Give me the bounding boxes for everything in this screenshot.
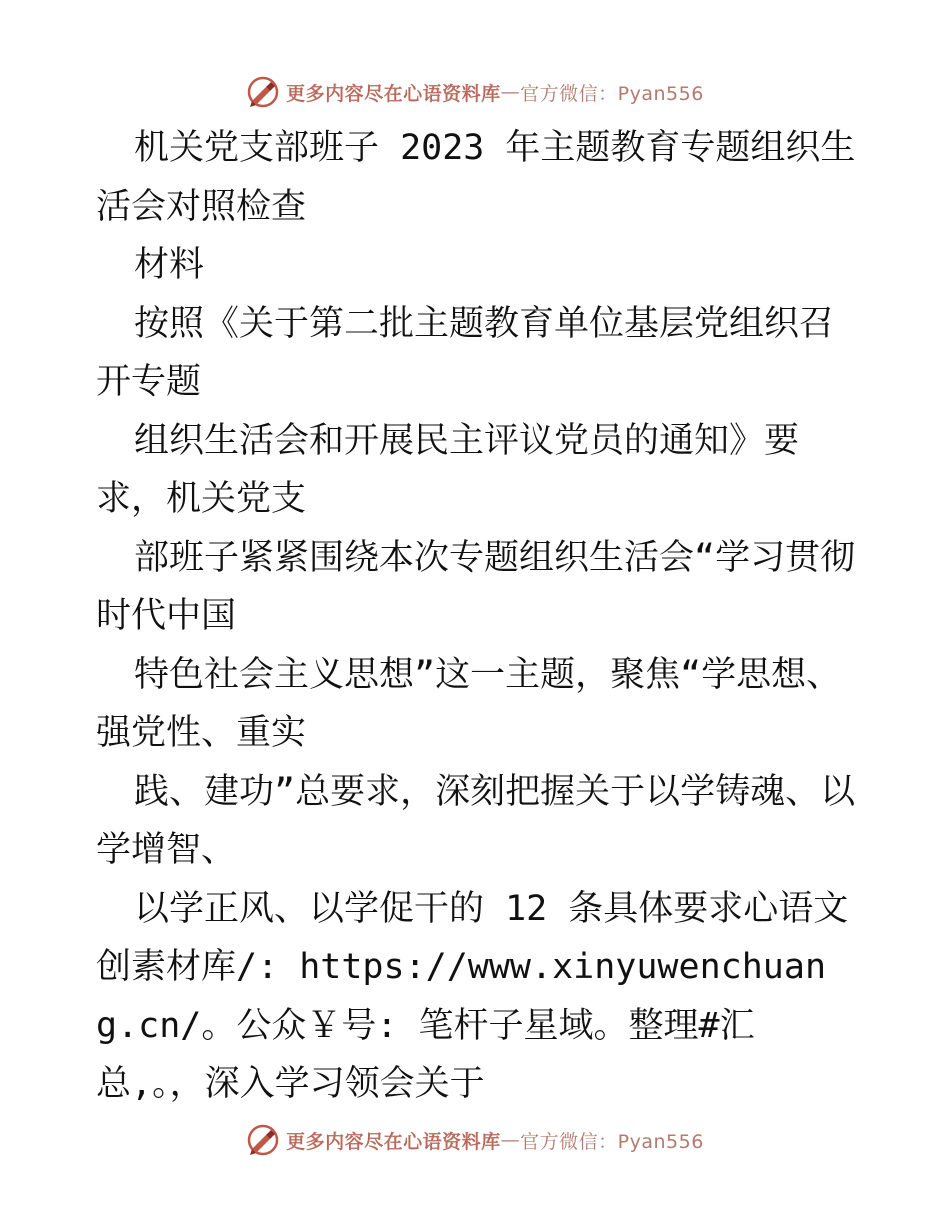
header-watermark-banner bbox=[0, 72, 950, 112]
document-title-line: 机关党支部班子 2023 年主题教育专题组织生活会对照检查 bbox=[96, 128, 856, 227]
document-paragraph-line: 部班子紧紧围绕本次专题组织生活会“学习贯彻时代中国 bbox=[96, 537, 856, 636]
pen-logo-icon bbox=[246, 75, 280, 109]
banner-wechat-text: 官方微信：Pyan556 bbox=[520, 1130, 704, 1153]
document-title-line: 材料 bbox=[134, 245, 205, 285]
banner-wechat-text: 官方微信：Pyan556 bbox=[520, 82, 704, 105]
banner-separator: — bbox=[500, 81, 521, 103]
document-body bbox=[96, 119, 856, 1114]
banner-brand-text: 更多内容尽在心语资料库 bbox=[286, 1130, 501, 1153]
document-paragraph-line: 践、建功”总要求，深刻把握关于以学铸魂、以学增智、 bbox=[96, 771, 856, 870]
banner-brand-text: 更多内容尽在心语资料库 bbox=[286, 82, 501, 105]
banner-separator: — bbox=[500, 1129, 521, 1151]
pen-logo-icon bbox=[246, 1123, 280, 1157]
document-paragraph-line: 以学正风、以学促干的 12 条具体要求心语文创素材库/: https://www.xinyuwenchuang.cn/。公众￥号: 笔杆子星域。整理#汇总,。，深入学习领会关于 bbox=[96, 888, 849, 1104]
document-paragraph-line: 组织生活会和开展民主评议党员的通知》要求，机关党支 bbox=[96, 420, 800, 519]
document-paragraph-line: 特色社会主义思想”这一主题，聚焦“学思想、强党性、重实 bbox=[96, 654, 842, 753]
document-paragraph-line: 按照《关于第二批主题教育单位基层党组织召开专题 bbox=[96, 303, 835, 402]
footer-watermark-banner bbox=[0, 1120, 950, 1160]
